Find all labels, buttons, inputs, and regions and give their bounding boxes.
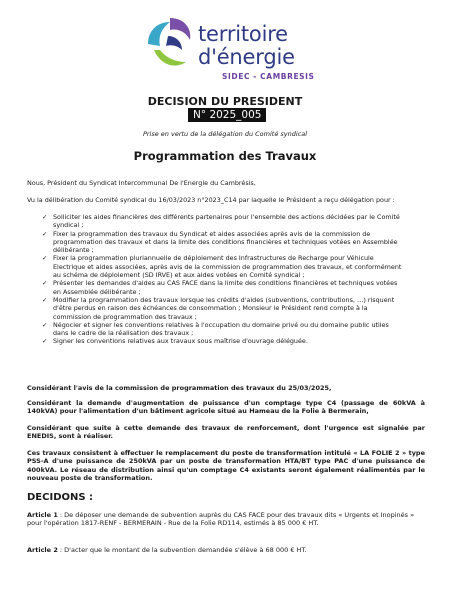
list-item-text: Modifier la programmation des travaux lorsque les crédits d'aides (subventions, contributions, …) risquent d'être perdus en raison des échéances de consommation ; Monsieur le Président rend compte à la commission de programmation des travaux ;	[53, 295, 395, 321]
logo-line-2: d'énergie	[198, 45, 295, 69]
considerant-1: Considérant l'avis de la commission de programmation des travaux du 25/03/2025,	[27, 384, 332, 392]
list-item-text: Fixer la programmation des travaux du Syndicat et aides associées après avis de la commission de programmation des travaux et dans la limite des conditions financières et techniques votées en Assemblée délibérante ;	[53, 229, 398, 255]
decision-subtitle: Prise en vertu de la délégation du Comité syndical	[142, 130, 308, 138]
list-item	[42, 321, 402, 338]
page-title: Programmation des Travaux	[133, 149, 317, 163]
checkmark-icon: ✓	[42, 320, 48, 329]
considerant-3: Considérant que suite à cette demande des travaux de renforcement, dont l'urgence est signalée par ENEDIS, sont à réaliser.	[27, 424, 425, 441]
delegation-paragraph: Vu la délibération du Comité syndical du 16/03/2023 n°2023_C14 par laquelle le Président a reçu délégation pour :	[27, 196, 395, 204]
checkmark-icon: ✓	[42, 279, 48, 288]
delegation-list	[42, 213, 402, 346]
list-item-text: Solliciter les aides financières des différents partenaires pour l'ensemble des actions décidées par le Comité syndical ;	[53, 213, 400, 230]
list-item	[42, 337, 402, 345]
logo-line-3: SIDEC - CAMBRESIS	[222, 72, 315, 81]
list-item-text: Fixer la programmation pluriannuelle de déploiement des Infrastructures de Recharge pour Véhicule Electrique et aides associées, après avis de la commission de programmation des travaux, et conformément au schéma de déploiement (SD IRVE) et aux aides votées en Comité syndical ;	[53, 254, 402, 280]
list-item	[42, 254, 402, 279]
list-item-text: Signer les conventions relatives aux travaux sous maîtrise d'ouvrage déléguée.	[53, 337, 308, 346]
article-label: Article 1	[27, 511, 58, 519]
list-item	[42, 279, 402, 296]
decision-number: N° 2025_005	[188, 108, 266, 122]
article-text: : De déposer une demande de subvention auprès du CAS FACE pour des travaux dits « Urgents et Inopinés » pour l'opération 1817-RENF - BERMERAIN - Rue de la Folie RD114, estimés à 85 000 € HT.	[27, 511, 415, 528]
list-item	[42, 230, 402, 255]
article-2	[27, 546, 425, 554]
logo-emblem-icon	[140, 14, 198, 76]
considerant-4: Ces travaux consistent à effectuer le remplacement du poste de transformation intitulé « LA FOLIE 2 » type PSS-A d'une puissance de 250kVA par un poste de transformation HTA/BT type PAC d'une puissance de 400kVA. Le réseau de distribution ainsi qu'un comptage C4 existants seront également réalimentés par le nouveau poste de transformation.	[27, 449, 425, 483]
checkmark-icon: ✓	[42, 213, 48, 221]
logo	[140, 14, 330, 84]
article-1	[27, 511, 425, 528]
list-item-text: Négocier et signer les conventions relatives à l'occupation du domaine privé ou du domaine public utiles dans le cadre de la réalisation des travaux ;	[53, 320, 389, 338]
intro-paragraph: Nous, Président du Syndicat Intercommunal De l'Energie du Cambrésis,	[27, 179, 256, 187]
checkmark-icon: ✓	[42, 337, 48, 346]
decision-title: DECISION DU PRESIDENT	[147, 95, 303, 108]
decidons-heading: DECIDONS :	[27, 492, 94, 503]
list-item-text: Présenter les demandes d'aides au CAS FACE dans la limite des conditions financières et techniques votées en Assemblée délibérante ;	[53, 279, 398, 296]
checkmark-icon: ✓	[42, 295, 48, 304]
article-text: : D'acter que le montant de la subvention demandée s'élève à 68 000 € HT.	[57, 546, 307, 554]
checkmark-icon: ✓	[42, 229, 48, 238]
list-item	[42, 296, 402, 321]
checkmark-icon: ✓	[42, 254, 48, 263]
logo-line-1: territoire	[198, 22, 288, 46]
considerant-2: Considérant la demande d'augmentation de puissance d'un comptage type C4 (passage de 60kVA à 140kVA) pour l'alimentation d'un bâtiment agricole situé au Hameau de la Folie à Bermerain,	[27, 399, 425, 416]
article-label: Article 2	[27, 546, 58, 554]
list-item	[42, 213, 402, 230]
